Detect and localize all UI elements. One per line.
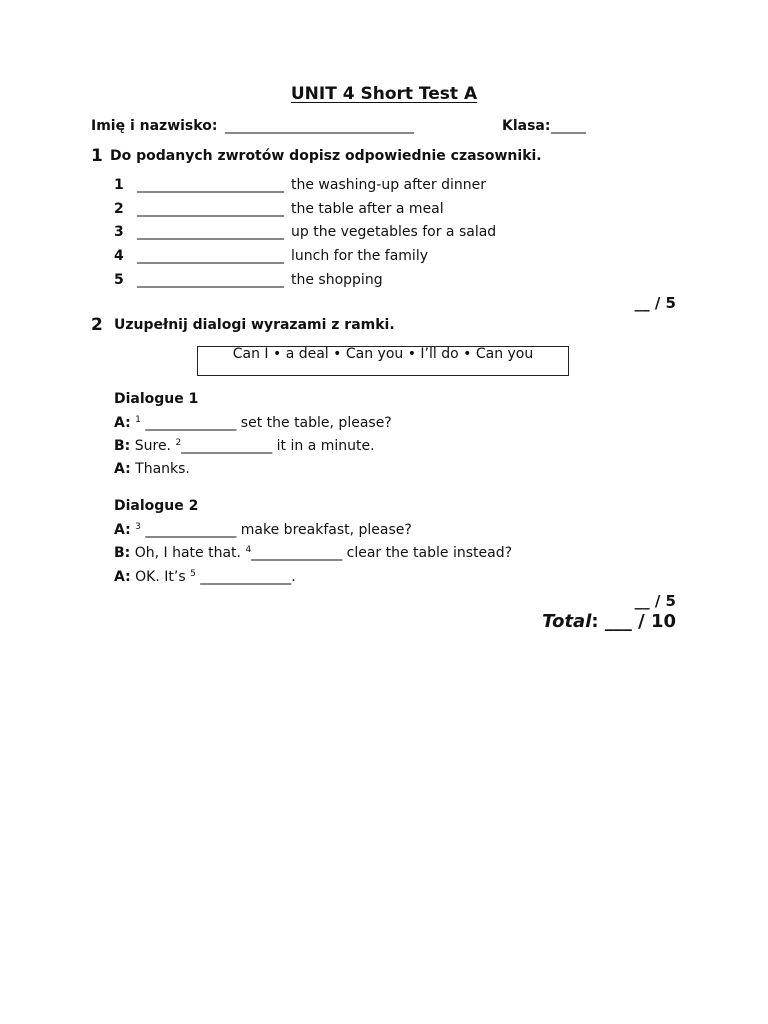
dialogue-line (114, 438, 375, 454)
dialogue-line (114, 461, 190, 477)
item-number: 4 (114, 248, 124, 264)
speaker-label: A: (114, 522, 131, 538)
item-number: 1 (114, 177, 124, 193)
line-text: Oh, I hate that. (134, 545, 241, 561)
total-score (542, 611, 676, 632)
total-value: : ___ / 10 (591, 611, 676, 632)
exercise-2-instruction: Uzupełnij dialogi wyrazami z ramki. (114, 317, 395, 333)
dialogue-2-title: Dialogue 2 (114, 498, 199, 514)
answer-blank[interactable]: _____________ (200, 569, 292, 585)
line-text: OK. It’s (135, 569, 186, 585)
line-text: make breakfast, please? (240, 522, 412, 538)
speaker-label: B: (114, 545, 131, 561)
line-text: Thanks. (135, 461, 190, 477)
exercise-2-score: __ / 5 (634, 592, 676, 610)
gap-number: 3 (135, 522, 141, 532)
class-field[interactable]: _____ (551, 118, 586, 134)
item-text: up the vegetables for a salad (291, 224, 497, 240)
answer-blank[interactable]: _____________ (181, 438, 273, 454)
dialogue-1-title: Dialogue 1 (114, 391, 199, 407)
item-number: 5 (114, 272, 124, 288)
speaker-label: B: (114, 438, 131, 454)
answer-blank[interactable]: _____________ (145, 415, 237, 431)
exercise-1-number: 1 (91, 146, 103, 166)
gap-number: 2 (175, 438, 182, 448)
name-label: Imię i nazwisko: (91, 118, 218, 134)
answer-blank[interactable]: _____________ (145, 522, 237, 538)
answer-blank[interactable]: _____________________ (137, 201, 284, 217)
dialogue-line (114, 545, 512, 561)
line-text: Sure. (134, 438, 172, 454)
word-box: Can I • a deal • Can you • I’ll do • Can you (197, 346, 569, 376)
answer-blank[interactable]: _____________ (251, 545, 343, 561)
exercise-1-score: __ / 5 (634, 294, 676, 312)
gap-number: 1 (135, 415, 141, 425)
item-text: the shopping (291, 272, 383, 288)
answer-blank[interactable]: _____________________ (137, 177, 284, 193)
item-number: 3 (114, 224, 124, 240)
item-text: the washing-up after dinner (291, 177, 486, 193)
line-text: clear the table instead? (346, 545, 513, 561)
answer-blank[interactable]: _____________________ (137, 248, 284, 264)
line-text: set the table, please? (240, 415, 392, 431)
item-number: 2 (114, 201, 124, 217)
total-label: Total (542, 611, 592, 632)
name-field[interactable]: ___________________________ (225, 118, 414, 134)
dialogue-line (114, 569, 296, 585)
class-label: Klasa: (502, 118, 551, 134)
page-title: UNIT 4 Short Test A (290, 84, 478, 104)
answer-blank[interactable]: _____________________ (137, 272, 284, 288)
item-text: lunch for the family (291, 248, 428, 264)
gap-number: 5 (190, 569, 196, 579)
line-text: it in a minute. (276, 438, 375, 454)
exercise-1-instruction: Do podanych zwrotów dopisz odpowiednie czasowniki. (110, 148, 542, 164)
dialogue-line (114, 522, 412, 538)
speaker-label: A: (114, 461, 131, 477)
dialogue-line (114, 415, 392, 431)
exercise-2-number: 2 (91, 315, 103, 335)
line-text: . (291, 569, 296, 585)
item-text: the table after a meal (291, 201, 444, 217)
answer-blank[interactable]: _____________________ (137, 224, 284, 240)
gap-number: 4 (245, 545, 252, 555)
speaker-label: A: (114, 569, 131, 585)
speaker-label: A: (114, 415, 131, 431)
